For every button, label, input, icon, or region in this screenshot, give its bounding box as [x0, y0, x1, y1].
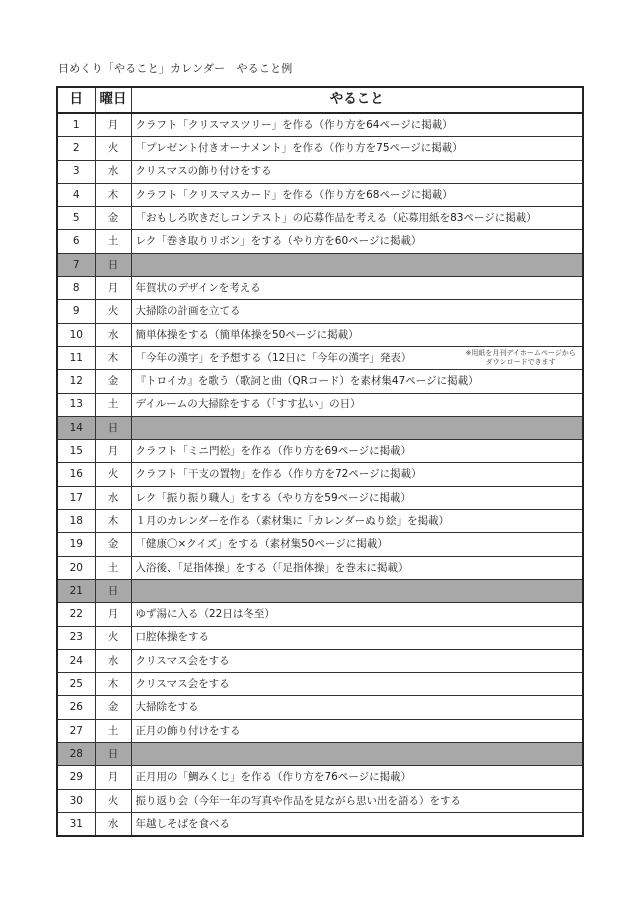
table-row — [57, 160, 583, 183]
weekday: 火 — [95, 463, 131, 486]
header-task: やること — [131, 87, 583, 113]
table-row — [57, 230, 583, 253]
day-number: 10 — [57, 323, 95, 346]
table-row — [57, 323, 583, 346]
task-text: 大掃除をする — [135, 701, 199, 714]
table-row — [57, 300, 583, 323]
table-row — [57, 277, 583, 300]
task-text: 口腔体操をする — [135, 631, 209, 644]
task-cell — [131, 253, 583, 276]
task-cell — [131, 440, 583, 463]
table-row — [57, 626, 583, 649]
task-cell — [131, 556, 583, 579]
table-row — [57, 579, 583, 602]
weekday: 土 — [95, 719, 131, 742]
day-number: 14 — [57, 416, 95, 439]
task-text: クラフト「クリスマスツリー」を作る（作り方を64ページに掲載） — [135, 118, 453, 131]
day-number: 27 — [57, 719, 95, 742]
day-number: 22 — [57, 603, 95, 626]
table-row — [57, 696, 583, 719]
task-text: 正月の飾り付けをする — [135, 724, 241, 737]
task-text: クリスマスの飾り付けをする — [135, 165, 272, 178]
table-row — [57, 207, 583, 230]
weekday: 水 — [95, 812, 131, 836]
table-row — [57, 766, 583, 789]
document-title: 日めくり「やること」カレンダー やること例 — [58, 62, 293, 75]
header-day: 日 — [57, 87, 95, 113]
table-row — [57, 812, 583, 836]
weekday: 水 — [95, 649, 131, 672]
task-text: クリスマス会をする — [135, 678, 230, 691]
day-number: 8 — [57, 277, 95, 300]
day-number: 23 — [57, 626, 95, 649]
day-number: 24 — [57, 649, 95, 672]
table-row — [57, 440, 583, 463]
day-number: 18 — [57, 510, 95, 533]
weekday: 金 — [95, 370, 131, 393]
task-text: 「プレゼント付きオーナメント」を作る（作り方を75ページに掲載） — [135, 142, 463, 155]
task-cell — [131, 323, 583, 346]
task-cell — [131, 277, 583, 300]
task-cell — [131, 416, 583, 439]
task-cell — [131, 696, 583, 719]
table-row — [57, 789, 583, 812]
day-number: 29 — [57, 766, 95, 789]
day-number: 21 — [57, 579, 95, 602]
weekday: 土 — [95, 230, 131, 253]
weekday: 土 — [95, 556, 131, 579]
day-number: 13 — [57, 393, 95, 416]
weekday: 日 — [95, 579, 131, 602]
task-cell — [131, 649, 583, 672]
task-text: クラフト「干支の置物」を作る（作り方を72ページに掲載） — [135, 468, 422, 481]
table-row — [57, 486, 583, 509]
day-number: 16 — [57, 463, 95, 486]
weekday: 金 — [95, 533, 131, 556]
day-number: 30 — [57, 789, 95, 812]
table-row — [57, 346, 583, 369]
download-note — [466, 349, 576, 367]
task-text: デイルームの大掃除をする（「すす払い」の日） — [135, 398, 361, 411]
weekday: 水 — [95, 160, 131, 183]
table-row — [57, 393, 583, 416]
task-text: １月のカレンダーを作る（素材集に「カレンダーぬり絵」を掲載） — [135, 514, 450, 527]
task-cell — [131, 370, 583, 393]
task-text: 大掃除の計画を立てる — [135, 305, 241, 318]
table-row — [57, 416, 583, 439]
weekday: 月 — [95, 766, 131, 789]
day-number: 3 — [57, 160, 95, 183]
task-text: 正月用の「鯛みくじ」を作る（作り方を76ページに掲載） — [135, 771, 412, 784]
weekday: 日 — [95, 416, 131, 439]
task-text: クラフト「ミニ門松」を作る（作り方を69ページに掲載） — [135, 445, 412, 458]
table-row — [57, 113, 583, 137]
day-number: 31 — [57, 812, 95, 836]
task-text: クラフト「クリスマスカード」を作る（作り方を68ページに掲載） — [135, 188, 453, 201]
task-cell — [131, 183, 583, 206]
download-note-line2: ダウンロードできます — [485, 357, 556, 366]
weekday: 水 — [95, 323, 131, 346]
table-row — [57, 370, 583, 393]
table-row — [57, 719, 583, 742]
day-number: 12 — [57, 370, 95, 393]
table-row — [57, 743, 583, 766]
task-cell — [131, 137, 583, 160]
weekday: 月 — [95, 603, 131, 626]
table-row — [57, 649, 583, 672]
task-cell — [131, 230, 583, 253]
day-number: 15 — [57, 440, 95, 463]
weekday: 火 — [95, 137, 131, 160]
day-number: 4 — [57, 183, 95, 206]
table-row — [57, 463, 583, 486]
task-cell — [131, 626, 583, 649]
task-text: レク「振り振り職人」をする（やり方を59ページに掲載） — [135, 491, 411, 504]
todo-calendar-table — [56, 86, 584, 837]
task-text: 年越しそばを食べる — [135, 817, 230, 830]
task-cell — [131, 603, 583, 626]
table-row — [57, 603, 583, 626]
weekday: 月 — [95, 277, 131, 300]
table-row — [57, 510, 583, 533]
day-number: 7 — [57, 253, 95, 276]
weekday: 金 — [95, 207, 131, 230]
task-text: 入浴後、「足指体操」をする（「足指体操」を巻末に掲載） — [135, 561, 409, 574]
task-cell — [131, 207, 583, 230]
weekday: 水 — [95, 486, 131, 509]
weekday: 火 — [95, 626, 131, 649]
task-text: 「おもしろ吹きだしコンテスト」の応募作品を考える（応募用紙を83ページに掲載） — [135, 212, 537, 225]
weekday: 火 — [95, 300, 131, 323]
task-text: クリスマス会をする — [135, 654, 230, 667]
weekday: 木 — [95, 673, 131, 696]
task-cell — [131, 300, 583, 323]
day-number: 2 — [57, 137, 95, 160]
day-number: 28 — [57, 743, 95, 766]
weekday: 月 — [95, 440, 131, 463]
task-cell — [131, 160, 583, 183]
day-number: 26 — [57, 696, 95, 719]
day-number: 11 — [57, 346, 95, 369]
day-number: 25 — [57, 673, 95, 696]
task-cell — [131, 346, 583, 369]
weekday: 木 — [95, 183, 131, 206]
task-text: 「今年の漢字」を予想する（12日に「今年の漢字」発表） — [135, 351, 412, 364]
table-row — [57, 183, 583, 206]
weekday: 月 — [95, 113, 131, 137]
task-cell — [131, 113, 583, 137]
task-cell — [131, 463, 583, 486]
day-number: 20 — [57, 556, 95, 579]
table-header-row — [57, 87, 583, 113]
table-row — [57, 137, 583, 160]
weekday: 火 — [95, 789, 131, 812]
weekday: 金 — [95, 696, 131, 719]
day-number: 1 — [57, 113, 95, 137]
table-row — [57, 673, 583, 696]
weekday: 木 — [95, 346, 131, 369]
weekday: 日 — [95, 743, 131, 766]
task-cell — [131, 743, 583, 766]
task-cell — [131, 789, 583, 812]
task-text: 『トロイカ』を歌う（歌詞と曲（QRコード）を素材集47ページに掲載） — [135, 375, 479, 388]
task-cell — [131, 673, 583, 696]
task-cell — [131, 486, 583, 509]
task-cell — [131, 812, 583, 836]
day-number: 19 — [57, 533, 95, 556]
weekday: 木 — [95, 510, 131, 533]
day-number: 9 — [57, 300, 95, 323]
task-text: 振り返り会（今年一年の写真や作品を見ながら思い出を語る）をする — [135, 794, 461, 807]
task-cell — [131, 533, 583, 556]
download-note-line1: ※用紙を月刊デイホームページから — [465, 348, 576, 357]
day-number: 17 — [57, 486, 95, 509]
task-cell — [131, 766, 583, 789]
weekday: 日 — [95, 253, 131, 276]
day-number: 6 — [57, 230, 95, 253]
task-cell — [131, 510, 583, 533]
header-weekday: 曜日 — [95, 87, 131, 113]
task-cell — [131, 719, 583, 742]
task-text: 「健康〇×クイズ」をする（素材集50ページに掲載） — [135, 538, 388, 551]
task-cell — [131, 393, 583, 416]
table-row — [57, 556, 583, 579]
task-text: レク「巻き取りリボン」をする（やり方を60ページに掲載） — [135, 235, 422, 248]
weekday: 土 — [95, 393, 131, 416]
task-cell — [131, 579, 583, 602]
task-text: ゆず湯に入る（22日は冬至） — [135, 608, 275, 621]
task-text: 簡単体操をする（簡単体操を50ページに掲載） — [135, 328, 359, 341]
table-row — [57, 253, 583, 276]
table-row — [57, 533, 583, 556]
table-body — [57, 113, 583, 836]
day-number: 5 — [57, 207, 95, 230]
task-text: 年賀状のデザインを考える — [135, 281, 261, 294]
